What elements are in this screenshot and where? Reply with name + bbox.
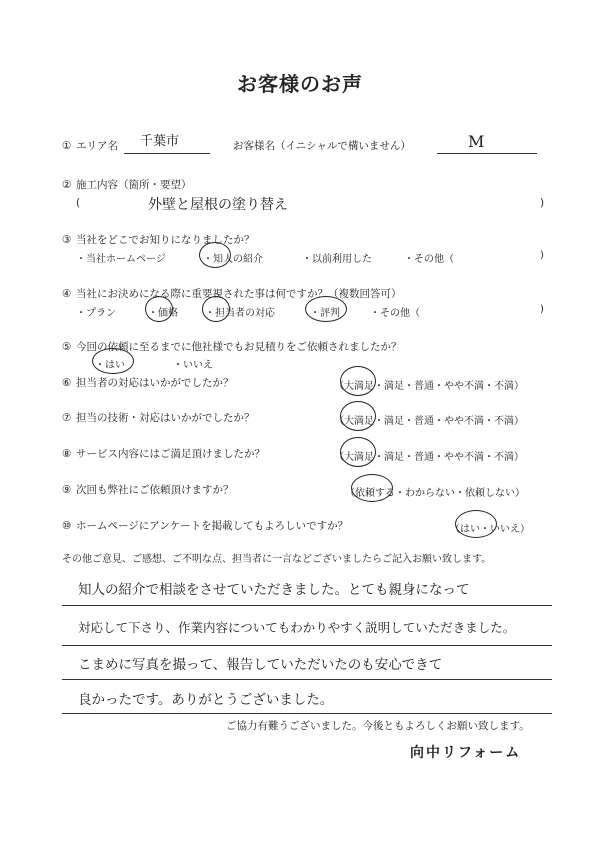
q10-label: ホームページにアンケートを掲載してもよろしいですか？ xyxy=(76,520,349,532)
q8-selection-circle xyxy=(340,437,376,467)
comment-rule-3 xyxy=(62,679,552,680)
comment-rule-4 xyxy=(62,713,552,714)
q5-yes-circle xyxy=(92,348,134,374)
q8-label: サービス内容にはご満足頂けましたか？ xyxy=(76,448,265,460)
comment-line-4: 良かったです。ありがとうございました。 xyxy=(78,692,334,708)
q8-number: ⑧ xyxy=(62,448,72,460)
q6-label: 担当者の対応はいかがでしたか？ xyxy=(76,377,234,389)
q9-label: 次回も弊社にご依頼頂けますか？ xyxy=(76,484,234,496)
q5-option-no: ・いいえ xyxy=(173,360,213,371)
area-label: エリア名 xyxy=(76,140,118,152)
q3-close-paren: ) xyxy=(540,250,544,261)
q3-option-homepage: ・当社ホームページ xyxy=(76,254,166,265)
q6-number: ⑥ xyxy=(62,377,72,389)
q4-close-paren: ) xyxy=(540,304,544,315)
q4-option-plan: ・プラン xyxy=(76,308,116,319)
comments-label: その他ご意見、ご感想、ご不明な点、担当者に一言などございましたらご記入お願い致します。 xyxy=(62,554,492,565)
q4-price-circle xyxy=(145,296,173,322)
q4-option-price: ・価格 xyxy=(148,308,178,319)
q7-selection-circle xyxy=(340,401,376,431)
q2-open-paren: ( xyxy=(76,197,81,209)
q2-label: 施工内容（箇所・要望） xyxy=(76,179,192,191)
q4-reputation-circle xyxy=(305,296,347,322)
q6-scale: （大満足・満足・普通・やや不満・不満） xyxy=(334,381,524,392)
q4-option-staff: ・担当者の対応 xyxy=(205,308,275,319)
comment-line-3: こまめに写真を撮って、報告していただいたのも安心できて xyxy=(78,657,443,673)
q3-option-other: ・その他（ xyxy=(404,254,454,265)
q2-number: ② xyxy=(62,179,72,191)
q5-option-yes: ・はい xyxy=(95,360,125,371)
q4-number: ④ xyxy=(62,288,72,300)
customer-name-label: お客様名（イニシャルで構いません） xyxy=(233,140,411,152)
q3-label: 当社をどこでお知りになりましたか？ xyxy=(76,234,255,246)
q7-scale: （大満足・満足・普通・やや不満・不満） xyxy=(334,416,524,427)
q3-selection-circle xyxy=(199,242,231,268)
q7-label: 担当の技術・対応はいかがでしたか？ xyxy=(76,412,255,424)
customer-name-value: M xyxy=(468,132,485,151)
comment-line-1: 知人の紹介で相談をさせていただきました。とても親身になって xyxy=(78,582,470,598)
area-value: 千葉市 xyxy=(140,134,180,149)
q2-value: 外壁と屋根の塗り替え xyxy=(148,197,288,213)
footer-thanks: ご協力有難うございました。今後ともよろしくお願い致します。 xyxy=(226,720,530,732)
q10-number: ⑩ xyxy=(62,520,72,532)
area-underline xyxy=(124,153,210,154)
comment-rule-2 xyxy=(62,645,552,646)
q3-option-referral: ・知人の紹介 xyxy=(203,254,263,265)
q10-scale: （はい・いいえ） xyxy=(450,524,530,535)
comment-rule-1 xyxy=(62,605,552,606)
q7-number: ⑦ xyxy=(62,412,72,424)
q3-option-previous: ・以前利用した xyxy=(302,254,372,265)
q9-selection-circle xyxy=(351,474,393,502)
q4-staff-circle xyxy=(202,296,230,322)
q6-selection-circle xyxy=(340,366,376,396)
q9-scale: （依頼する・わからない・依頼しない） xyxy=(345,488,525,499)
q9-number: ⑨ xyxy=(62,484,72,496)
q5-number: ⑤ xyxy=(62,341,72,353)
comment-line-2: 対応して下さり、作業内容についてもわかりやすく説明していただきました。 xyxy=(78,620,516,635)
q4-option-other: ・その他（ xyxy=(370,308,420,319)
q4-option-reputation: ・評判 xyxy=(310,308,340,319)
q1-number: ① xyxy=(62,140,72,152)
q8-scale: （大満足・満足・普通・やや不満・不満） xyxy=(334,452,524,463)
q2-close-paren: ) xyxy=(540,197,545,209)
company-brand: 向中リフォーム xyxy=(410,745,522,761)
q5-label: 今回の依頼に至るまでに他社様でもお見積りをご依頼されましたか？ xyxy=(76,341,402,353)
q10-selection-circle xyxy=(455,510,497,538)
name-underline xyxy=(437,153,537,154)
q3-number: ③ xyxy=(62,234,72,246)
page-title: お客様のお声 xyxy=(237,72,363,96)
q4-label: 当社にお決めになる際に重要視された事は何ですか？（複数回答可） xyxy=(76,288,402,300)
